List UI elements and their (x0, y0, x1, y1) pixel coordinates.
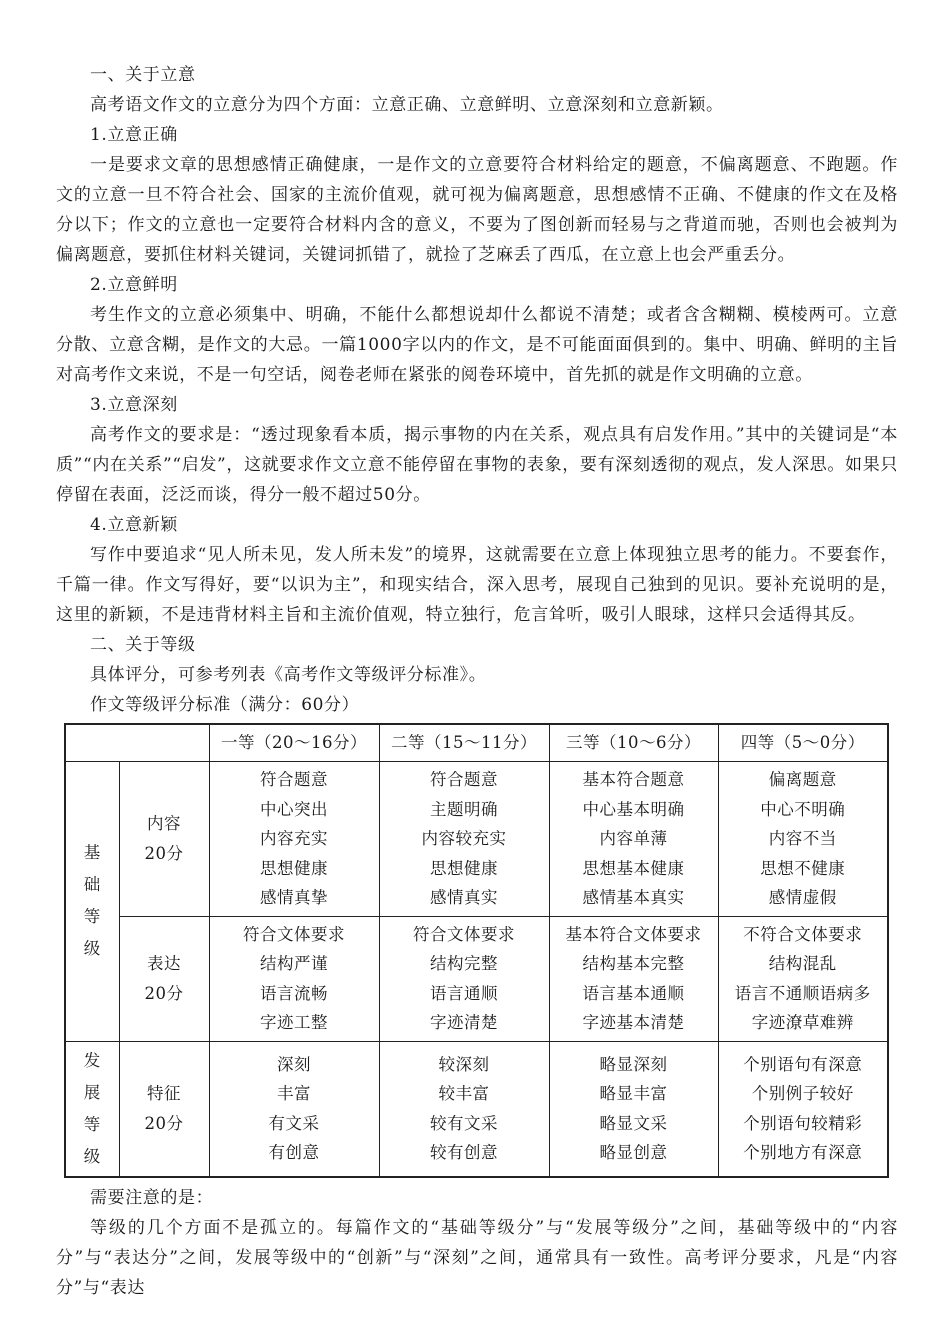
header-grade-1: 一等（20～16分） (209, 724, 379, 762)
item-3-title: 3.立意深刻 (90, 395, 178, 415)
cell-expression-grade-3: 基本符合文体要求 结构基本完整 语言基本通顺 字迹基本清楚 (549, 916, 718, 1041)
table-header-row (65, 724, 888, 762)
cell-content-grade-4: 偏离题意 中心不明确 内容不当 思想不健康 感情虚假 (718, 762, 888, 917)
cell-features-grade-1: 深刻 丰富 有文采 有创意 (209, 1041, 379, 1177)
section-1 (56, 60, 898, 720)
cell-features-grade-2: 较深刻 较丰富 较有文采 较有创意 (379, 1041, 549, 1177)
header-grade-2: 二等（15～11分） (379, 724, 549, 762)
table-row-expression (65, 916, 888, 1041)
section-2-intro: 具体评分，可参考列表《高考作文等级评分标准》。 (90, 665, 487, 685)
group-label-development: 发 展 等 级 (65, 1041, 119, 1177)
cell-content-grade-2: 符合题意 主题明确 内容较充实 思想健康 感情真实 (379, 762, 549, 917)
table-caption: 作文等级评分标准（满分：60分） (90, 695, 360, 715)
table-row-features (65, 1041, 888, 1177)
cell-features-grade-3: 略显深刻 略显丰富 略显文采 略显创意 (549, 1041, 718, 1177)
item-3-body: 高考作文的要求是：“透过现象看本质，揭示事物的内在关系，观点具有启发作用。”其中的关键词是“本质”“内在关系”“启发”，这就要求作文立意不能停留在事物的表象，要有深刻透彻的观点，发人深思。如果只停留在表面，泛泛而谈，得分一般不超过50分。 (56, 425, 898, 505)
row-label-features: 特征 20分 (119, 1041, 209, 1177)
table-row-content (65, 762, 888, 917)
item-1-title: 1.立意正确 (90, 125, 178, 145)
notes-body: 等级的几个方面不是孤立的。每篇作文的“基础等级分”与“发展等级分”之间，基础等级中的“内容分”与“表达分”之间，发展等级中的“创新”与“深刻”之间，通常具有一致性。高考评分要求，凡是“内容分”与“表达 (56, 1218, 898, 1298)
group-label-basic: 基 础 等 级 (65, 762, 119, 1042)
item-2-title: 2.立意鲜明 (90, 275, 178, 295)
item-4-title: 4.立意新颖 (90, 515, 178, 535)
notes-section (56, 1183, 898, 1303)
grading-table (64, 723, 889, 1178)
cell-expression-grade-4: 不符合文体要求 结构混乱 语言不通顺语病多 字迹潦草难辨 (718, 916, 888, 1041)
section-1-intro: 高考语文作文的立意分为四个方面：立意正确、立意鲜明、立意深刻和立意新颖。 (90, 95, 724, 115)
row-label-expression: 表达 20分 (119, 916, 209, 1041)
notes-heading: 需要注意的是： (90, 1188, 214, 1208)
row-label-content: 内容 20分 (119, 762, 209, 917)
cell-content-grade-3: 基本符合题意 中心基本明确 内容单薄 思想基本健康 感情基本真实 (549, 762, 718, 917)
section-1-heading: 一、关于立意 (90, 65, 196, 85)
item-4-body: 写作中要追求“见人所未见，发人所未发”的境界，这就需要在立意上体现独立思考的能力。不要套作，千篇一律。作文写得好，要“以识为主”，和现实结合，深入思考，展现自己独到的见识。要补充说明的是，这里的新颖，不是违背材料主旨和主流价值观，特立独行，危言耸听，吸引人眼球，这样只会适得其反。 (56, 545, 898, 625)
item-2-body: 考生作文的立意必须集中、明确，不能什么都想说却什么都说不清楚；或者含含糊糊、模棱两可。立意分散、立意含糊，是作文的大忌。一篇1000字以内的作文，是不可能面面俱到的。集中、明确、鲜明的主旨对高考作文来说，不是一句空话，阅卷老师在紧张的阅卷环境中，首先抓的就是作文明确的立意。 (56, 305, 898, 385)
item-1-body: 一是要求文章的思想感情正确健康，一是作文的立意要符合材料给定的题意，不偏离题意、不跑题。作文的立意一旦不符合社会、国家的主流价值观，就可视为偏离题意，思想感情不正确、不健康的作文在及格分以下；作文的立意也一定要符合材料内含的意义，不要为了图创新而轻易与之背道而驰，否则也会被判为偏离题意，要抓住材料关键词，关键词抓错了，就捡了芝麻丢了西瓜，在立意上也会严重丢分。 (56, 155, 898, 265)
cell-features-grade-4: 个别语句有深意 个别例子较好 个别语句较精彩 个别地方有深意 (718, 1041, 888, 1177)
cell-expression-grade-2: 符合文体要求 结构完整 语言通顺 字迹清楚 (379, 916, 549, 1041)
cell-content-grade-1: 符合题意 中心突出 内容充实 思想健康 感情真挚 (209, 762, 379, 917)
header-grade-3: 三等（10～6分） (549, 724, 718, 762)
cell-expression-grade-1: 符合文体要求 结构严谨 语言流畅 字迹工整 (209, 916, 379, 1041)
header-corner (65, 724, 209, 762)
header-grade-4: 四等（5～0分） (718, 724, 888, 762)
section-2-heading: 二、关于等级 (90, 635, 196, 655)
